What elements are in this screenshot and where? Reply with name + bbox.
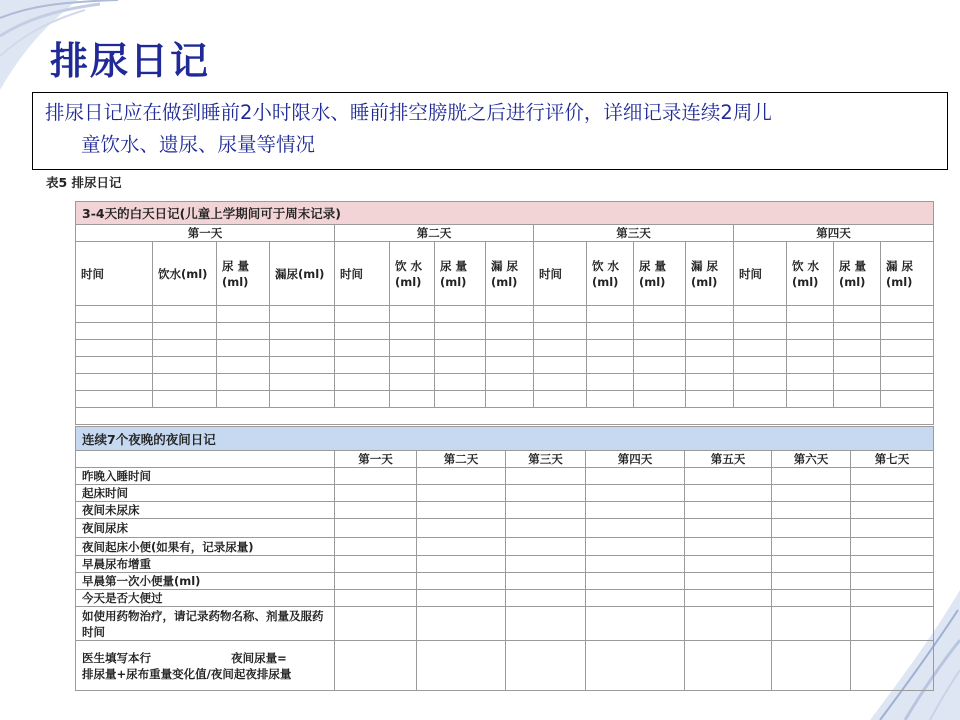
- night-day-header: 第六天: [772, 451, 851, 468]
- night-row-label: 早晨第一次小便量(ml): [76, 573, 335, 590]
- instruction-line-1: 排尿日记应在做到睡前2小时限水、睡前排空膀胱之后进行评价，详细记录连续2周儿: [45, 101, 772, 124]
- night-entry-cell[interactable]: [685, 502, 772, 519]
- night-entry-cell[interactable]: [586, 573, 685, 590]
- night-row: [76, 556, 934, 573]
- day-entry-cell[interactable]: [787, 323, 834, 340]
- column-header: 时间: [335, 242, 390, 306]
- night-entry-cell[interactable]: [851, 641, 934, 691]
- column-header: 饮水(ml): [153, 242, 217, 306]
- night-entry-cell[interactable]: [335, 607, 417, 641]
- day-diary-table: [75, 201, 934, 425]
- day-entry-cell[interactable]: [435, 306, 486, 323]
- day-entry-cell[interactable]: [335, 374, 390, 391]
- night-entry-cell[interactable]: [772, 468, 851, 485]
- page-title: 排尿日记: [50, 39, 211, 83]
- night-row: [76, 590, 934, 607]
- day-entry-cell[interactable]: [634, 391, 686, 408]
- day-entry-cell[interactable]: [435, 391, 486, 408]
- day-entry-cell[interactable]: [435, 357, 486, 374]
- day-entry-cell[interactable]: [270, 340, 335, 357]
- night-entry-cell[interactable]: [586, 590, 685, 607]
- table-caption: 表5 排尿日记: [46, 175, 122, 190]
- night-entry-cell[interactable]: [586, 519, 685, 538]
- night-entry-cell[interactable]: [851, 502, 934, 519]
- doctor-note-label: [76, 641, 335, 691]
- day-entry-cell[interactable]: [270, 357, 335, 374]
- night-entry-cell[interactable]: [506, 519, 586, 538]
- night-entry-cell[interactable]: [586, 641, 685, 691]
- day-entry-cell[interactable]: [686, 306, 734, 323]
- night-entry-cell[interactable]: [586, 538, 685, 556]
- day-entry-cell[interactable]: [270, 391, 335, 408]
- day-entry-cell[interactable]: [390, 357, 435, 374]
- night-row-label: 夜间未尿床: [76, 502, 335, 519]
- column-header: 漏 尿 (ml): [486, 242, 534, 306]
- night-row: [76, 519, 934, 538]
- day-entry-cell[interactable]: [76, 306, 153, 323]
- night-entry-cell[interactable]: [586, 502, 685, 519]
- day-header: 第一天: [76, 225, 335, 242]
- night-entry-cell[interactable]: [335, 502, 417, 519]
- doctor-note-line-1: 医生填写本行 夜间尿量=: [82, 650, 287, 665]
- night-entry-cell[interactable]: [417, 590, 506, 607]
- day-entry-cell[interactable]: [587, 391, 634, 408]
- night-entry-cell[interactable]: [851, 485, 934, 502]
- day-entry-cell[interactable]: [335, 306, 390, 323]
- column-header: 时间: [534, 242, 587, 306]
- column-header: 时间: [734, 242, 787, 306]
- night-entry-cell[interactable]: [685, 590, 772, 607]
- night-entry-cell[interactable]: [685, 519, 772, 538]
- column-header: 饮 水 (ml): [390, 242, 435, 306]
- night-entry-cell[interactable]: [335, 590, 417, 607]
- night-entry-cell[interactable]: [772, 641, 851, 691]
- night-row-label: 如使用药物治疗，请记录药物名称、剂量及服药时间: [76, 607, 335, 641]
- column-header: 时间: [76, 242, 153, 306]
- night-entry-cell[interactable]: [772, 502, 851, 519]
- night-entry-cell[interactable]: [586, 468, 685, 485]
- day-entry-cell[interactable]: [881, 374, 934, 391]
- day-entry-row: [76, 306, 934, 323]
- day-spacer-row: [76, 408, 934, 425]
- day-entry-cell[interactable]: [534, 323, 587, 340]
- day-entry-cell[interactable]: [435, 374, 486, 391]
- night-entry-cell[interactable]: [772, 607, 851, 641]
- night-row-label: 夜间起床小便(如果有，记录尿量): [76, 538, 335, 556]
- night-entry-cell[interactable]: [417, 641, 506, 691]
- night-entry-cell[interactable]: [417, 607, 506, 641]
- night-entry-cell[interactable]: [586, 607, 685, 641]
- day-entry-cell[interactable]: [390, 340, 435, 357]
- night-entry-cell[interactable]: [506, 485, 586, 502]
- day-entry-cell[interactable]: [587, 340, 634, 357]
- column-header: 饮 水 (ml): [787, 242, 834, 306]
- day-entry-row: [76, 340, 934, 357]
- night-entry-cell[interactable]: [772, 485, 851, 502]
- night-entry-cell[interactable]: [335, 519, 417, 538]
- day-entry-cell[interactable]: [834, 340, 881, 357]
- day-entry-cell[interactable]: [834, 357, 881, 374]
- day-entry-cell[interactable]: [734, 374, 787, 391]
- day-entry-row: [76, 391, 934, 408]
- day-entry-cell[interactable]: [486, 340, 534, 357]
- day-entry-cell[interactable]: [587, 306, 634, 323]
- day-entry-cell[interactable]: [881, 357, 934, 374]
- night-entry-cell[interactable]: [506, 502, 586, 519]
- column-header: 漏尿(ml): [270, 242, 335, 306]
- day-entry-cell[interactable]: [881, 306, 934, 323]
- day-entry-cell[interactable]: [76, 357, 153, 374]
- day-entry-cell[interactable]: [787, 306, 834, 323]
- night-row-label: 今天是否大便过: [76, 590, 335, 607]
- day-entry-cell[interactable]: [787, 340, 834, 357]
- day-entry-cell[interactable]: [686, 374, 734, 391]
- night-entry-cell[interactable]: [772, 519, 851, 538]
- day-entry-cell[interactable]: [534, 357, 587, 374]
- night-entry-cell[interactable]: [417, 573, 506, 590]
- night-entry-cell[interactable]: [506, 607, 586, 641]
- night-row-label: 昨晚入睡时间: [76, 468, 335, 485]
- night-day-header: 第七天: [851, 451, 934, 468]
- night-day-header: 第四天: [586, 451, 685, 468]
- day-entry-cell[interactable]: [486, 306, 534, 323]
- column-header: 尿 量 (ml): [217, 242, 270, 306]
- day-entry-cell[interactable]: [390, 323, 435, 340]
- column-header: 饮 水 (ml): [587, 242, 634, 306]
- day-entry-cell[interactable]: [734, 323, 787, 340]
- night-entry-cell[interactable]: [851, 556, 934, 573]
- day-entry-cell[interactable]: [217, 323, 270, 340]
- night-entry-cell[interactable]: [772, 556, 851, 573]
- day-entry-cell[interactable]: [881, 340, 934, 357]
- night-entry-cell[interactable]: [506, 538, 586, 556]
- day-entry-cell[interactable]: [153, 391, 217, 408]
- day-header: 第三天: [534, 225, 734, 242]
- day-entry-cell[interactable]: [634, 340, 686, 357]
- day-entry-cell[interactable]: [787, 391, 834, 408]
- night-entry-cell[interactable]: [685, 556, 772, 573]
- day-entry-cell[interactable]: [834, 374, 881, 391]
- night-entry-cell[interactable]: [685, 641, 772, 691]
- night-entry-cell[interactable]: [417, 502, 506, 519]
- day-entry-cell[interactable]: [587, 374, 634, 391]
- day-entry-cell[interactable]: [634, 306, 686, 323]
- night-entry-cell[interactable]: [851, 590, 934, 607]
- night-day-header: 第三天: [506, 451, 586, 468]
- night-entry-cell[interactable]: [851, 573, 934, 590]
- day-entry-cell[interactable]: [435, 340, 486, 357]
- day-entry-cell[interactable]: [486, 374, 534, 391]
- night-entry-cell[interactable]: [506, 573, 586, 590]
- night-entry-cell[interactable]: [506, 556, 586, 573]
- night-entry-cell[interactable]: [685, 573, 772, 590]
- day-entry-cell[interactable]: [76, 391, 153, 408]
- day-entry-cell[interactable]: [153, 306, 217, 323]
- night-entry-cell[interactable]: [851, 468, 934, 485]
- day-entry-cell[interactable]: [486, 391, 534, 408]
- day-entry-cell[interactable]: [217, 374, 270, 391]
- column-header: 尿 量 (ml): [834, 242, 881, 306]
- day-entry-cell[interactable]: [686, 391, 734, 408]
- night-entry-cell[interactable]: [506, 641, 586, 691]
- day-entry-cell[interactable]: [486, 357, 534, 374]
- day-entry-cell[interactable]: [734, 340, 787, 357]
- day-entry-cell[interactable]: [834, 391, 881, 408]
- day-entry-cell[interactable]: [486, 323, 534, 340]
- day-entry-cell[interactable]: [834, 306, 881, 323]
- day-entry-cell[interactable]: [76, 340, 153, 357]
- night-row: [76, 485, 934, 502]
- day-entry-cell[interactable]: [335, 357, 390, 374]
- night-entry-cell[interactable]: [335, 485, 417, 502]
- day-entry-cell[interactable]: [270, 306, 335, 323]
- day-header: 第二天: [335, 225, 534, 242]
- day-entry-cell[interactable]: [734, 306, 787, 323]
- night-day-header: 第一天: [335, 451, 417, 468]
- day-entry-cell[interactable]: [435, 323, 486, 340]
- day-entry-cell[interactable]: [881, 323, 934, 340]
- night-entry-cell[interactable]: [772, 590, 851, 607]
- day-entry-cell[interactable]: [153, 357, 217, 374]
- night-day-header: 第二天: [417, 451, 506, 468]
- column-header: 漏 尿 (ml): [686, 242, 734, 306]
- day-entry-cell[interactable]: [76, 323, 153, 340]
- night-diary-table: [75, 426, 934, 691]
- day-entry-cell[interactable]: [834, 323, 881, 340]
- night-row: [76, 607, 934, 641]
- day-entry-cell[interactable]: [335, 323, 390, 340]
- night-entry-cell[interactable]: [335, 556, 417, 573]
- day-entry-cell[interactable]: [734, 357, 787, 374]
- night-entry-cell[interactable]: [417, 556, 506, 573]
- day-entry-cell[interactable]: [734, 391, 787, 408]
- doctor-note-line-2: 排尿量+尿布重量变化值/夜间起夜排尿量: [82, 666, 292, 681]
- night-entry-cell[interactable]: [335, 468, 417, 485]
- instruction-line-2: 童饮水、遗尿、尿量等情况: [81, 133, 316, 156]
- night-entry-cell[interactable]: [685, 468, 772, 485]
- day-entry-cell[interactable]: [217, 340, 270, 357]
- night-entry-cell[interactable]: [417, 485, 506, 502]
- day-entry-cell[interactable]: [153, 323, 217, 340]
- day-entry-cell[interactable]: [787, 374, 834, 391]
- night-entry-cell[interactable]: [851, 538, 934, 556]
- day-entry-cell[interactable]: [787, 357, 834, 374]
- night-row-label: 早晨尿布增重: [76, 556, 335, 573]
- column-header: 尿 量 (ml): [435, 242, 486, 306]
- day-entry-cell[interactable]: [686, 323, 734, 340]
- night-row: [76, 538, 934, 556]
- day-entry-cell[interactable]: [76, 374, 153, 391]
- night-entry-cell[interactable]: [685, 538, 772, 556]
- day-entry-cell[interactable]: [270, 323, 335, 340]
- night-entry-cell[interactable]: [685, 485, 772, 502]
- instruction-box: [32, 92, 948, 170]
- day-entry-cell[interactable]: [634, 323, 686, 340]
- column-header: 尿 量 (ml): [634, 242, 686, 306]
- night-entry-cell[interactable]: [506, 468, 586, 485]
- day-spacer-cell: [76, 408, 934, 425]
- night-row-label: 夜间尿床: [76, 519, 335, 538]
- night-entry-cell[interactable]: [335, 641, 417, 691]
- night-row: [76, 502, 934, 519]
- day-header: 第四天: [734, 225, 934, 242]
- day-entry-cell[interactable]: [534, 306, 587, 323]
- night-row: [76, 573, 934, 590]
- night-row: [76, 468, 934, 485]
- night-entry-cell[interactable]: [685, 607, 772, 641]
- night-entry-cell[interactable]: [335, 573, 417, 590]
- night-entry-cell[interactable]: [417, 538, 506, 556]
- day-entry-cell[interactable]: [335, 340, 390, 357]
- night-row-label: 起床时间: [76, 485, 335, 502]
- day-diary-band: 3-4天的白天日记(儿童上学期间可于周末记录): [76, 202, 934, 225]
- night-entry-cell[interactable]: [851, 519, 934, 538]
- night-entry-cell[interactable]: [772, 538, 851, 556]
- day-entry-row: [76, 357, 934, 374]
- day-entry-cell[interactable]: [587, 323, 634, 340]
- day-entry-cell[interactable]: [686, 340, 734, 357]
- day-entry-cell[interactable]: [534, 340, 587, 357]
- night-entry-cell[interactable]: [506, 590, 586, 607]
- day-entry-cell[interactable]: [587, 357, 634, 374]
- day-entry-cell[interactable]: [153, 340, 217, 357]
- doctor-note-row: [76, 641, 934, 691]
- night-entry-cell[interactable]: [417, 468, 506, 485]
- day-entry-cell[interactable]: [153, 374, 217, 391]
- day-entry-cell[interactable]: [634, 374, 686, 391]
- day-entry-row: [76, 374, 934, 391]
- day-entry-cell[interactable]: [270, 374, 335, 391]
- night-entry-cell[interactable]: [851, 607, 934, 641]
- day-entry-cell[interactable]: [390, 374, 435, 391]
- night-entry-cell[interactable]: [586, 485, 685, 502]
- night-entry-cell[interactable]: [335, 538, 417, 556]
- night-entry-cell[interactable]: [586, 556, 685, 573]
- night-diary-band: 连续7个夜晚的夜间日记: [76, 427, 934, 451]
- day-entry-cell[interactable]: [390, 306, 435, 323]
- night-entry-cell[interactable]: [417, 519, 506, 538]
- day-entry-cell[interactable]: [534, 391, 587, 408]
- day-entry-cell[interactable]: [534, 374, 587, 391]
- night-entry-cell[interactable]: [772, 573, 851, 590]
- night-day-header: 第五天: [685, 451, 772, 468]
- day-entry-cell[interactable]: [217, 357, 270, 374]
- day-entry-cell[interactable]: [217, 306, 270, 323]
- day-entry-row: [76, 323, 934, 340]
- day-entry-cell[interactable]: [217, 391, 270, 408]
- day-entry-cell[interactable]: [881, 391, 934, 408]
- day-entry-cell[interactable]: [686, 357, 734, 374]
- day-entry-cell[interactable]: [390, 391, 435, 408]
- night-header-blank: [76, 451, 335, 468]
- day-entry-cell[interactable]: [634, 357, 686, 374]
- day-entry-cell[interactable]: [335, 391, 390, 408]
- column-header: 漏 尿 (ml): [881, 242, 934, 306]
